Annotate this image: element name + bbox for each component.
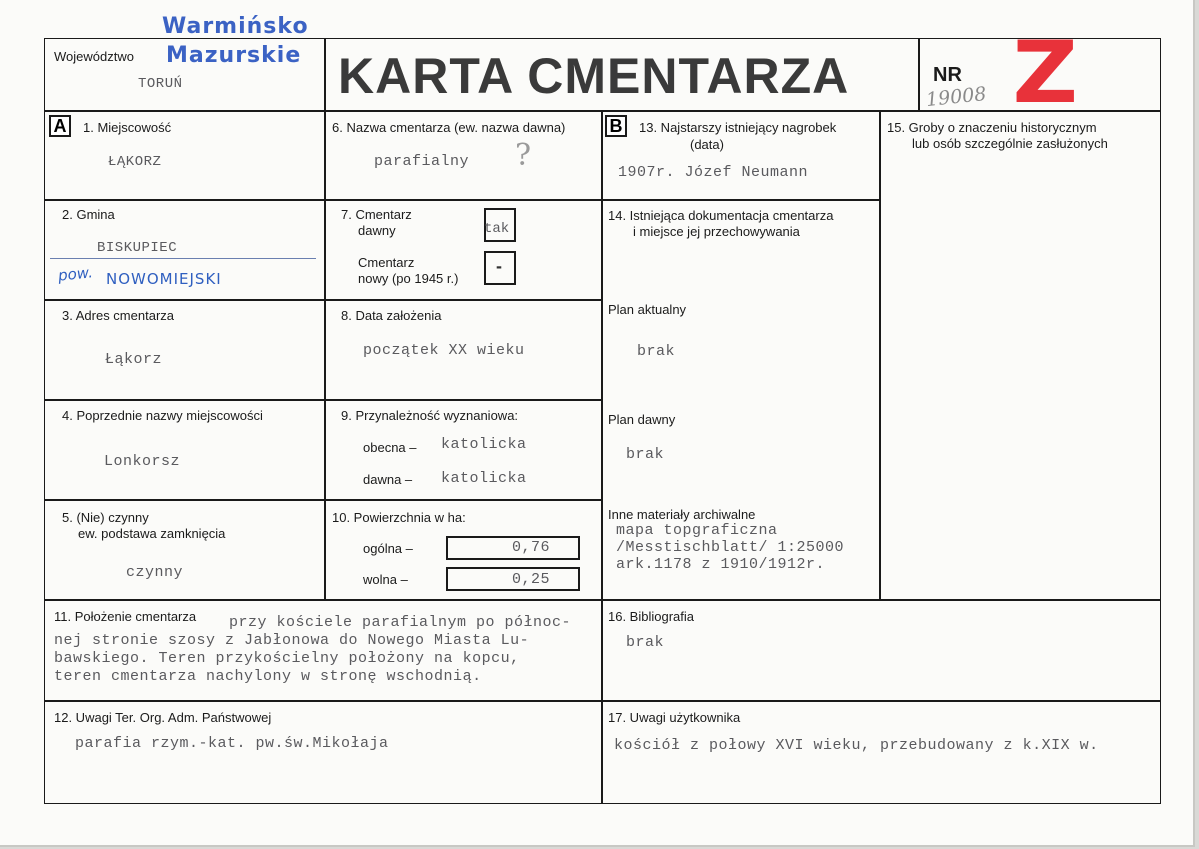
field-16-value: brak xyxy=(626,634,665,651)
field-14-plan-aktualny-value: brak xyxy=(637,343,676,360)
field-6-question-mark: ? xyxy=(515,138,532,173)
field-1-value: ŁĄKORZ xyxy=(108,154,162,170)
field-5-label-2: ew. podstawa zamknięcia xyxy=(78,526,226,541)
wojewodztwo-value: TORUŃ xyxy=(138,76,183,92)
field-3-label: 3. Adres cmentarza xyxy=(62,308,174,323)
field-11-label: 11. Położenie cmentarza xyxy=(54,609,197,624)
field-6-value: parafialny xyxy=(374,153,470,170)
nr-handwritten: 19008 xyxy=(925,82,988,112)
field-14-inne-line-1: mapa topgraficzna xyxy=(616,522,778,539)
section-b-marker: B xyxy=(605,115,627,137)
field-7-nowy-label-2: nowy (po 1945 r.) xyxy=(358,271,459,286)
field-10-ogolna-label: ogólna – xyxy=(363,541,413,556)
field-10-wolna-value: 0,25 xyxy=(512,571,551,588)
field-4-value: Lonkorsz xyxy=(104,453,181,470)
card-title: KARTA CMENTARZA xyxy=(338,48,850,104)
region-stamp-line1: Warmińsko xyxy=(162,14,309,39)
field-2-pow-value: NOWOMIEJSKI xyxy=(106,270,222,288)
field-3-value: Łąkorz xyxy=(105,351,163,368)
nr-red-mark: Z xyxy=(1012,23,1078,123)
wojewodztwo-label: Województwo xyxy=(54,49,134,64)
field-1-label: 1. Miejscowość xyxy=(83,120,172,135)
field-14-label-2: i miejsce jej przechowywania xyxy=(633,224,800,239)
field-6-label: 6. Nazwa cmentarza (ew. nazwa dawna) xyxy=(332,120,566,135)
section-a-marker: A xyxy=(49,115,71,137)
field-14-label-1: 14. Istniejąca dokumentacja cmentarza xyxy=(608,208,834,223)
field-15-cell xyxy=(879,110,1161,601)
field-14-plan-aktualny-label: Plan aktualny xyxy=(608,302,687,317)
field-2-underline xyxy=(50,258,316,259)
field-11-line-4: teren cmentarza nachylony w stronę wschodnią. xyxy=(54,668,482,685)
field-14-inne-line-3: ark.1178 z 1910/1912r. xyxy=(616,556,826,573)
field-2-value: BISKUPIEC xyxy=(97,240,178,256)
field-16-label: 16. Bibliografia xyxy=(608,609,694,624)
field-2-pow-label: pow. xyxy=(57,263,94,285)
field-12-value: parafia rzym.-kat. pw.św.Mikołaja xyxy=(75,735,389,752)
field-7-dawny-label-2: dawny xyxy=(358,223,396,238)
field-14-plan-dawny-label: Plan dawny xyxy=(608,412,676,427)
field-7-dawny-label-1: 7. Cmentarz xyxy=(341,207,412,222)
field-14-inne-label: Inne materiały archiwalne xyxy=(608,507,756,522)
field-10-wolna-label: wolna – xyxy=(363,572,408,587)
field-7-nowy-checkbox xyxy=(484,251,516,285)
field-10-label: 10. Powierzchnia w ha: xyxy=(332,510,466,525)
field-7-nowy-value: - xyxy=(496,256,502,276)
field-14-inne-line-2: /Messtischblatt/ 1:25000 xyxy=(616,539,845,556)
field-15-label-1: 15. Groby o znaczeniu historycznym xyxy=(887,120,1097,135)
field-10-ogolna-value: 0,76 xyxy=(512,539,551,556)
nr-label: NR xyxy=(933,64,962,86)
field-5-label-1: 5. (Nie) czynny xyxy=(62,510,149,525)
field-2-label: 2. Gmina xyxy=(62,207,115,222)
field-11-line-2: nej stronie szosy z Jabłonowa do Nowego Miasta Lu- xyxy=(54,632,530,649)
field-4-label: 4. Poprzednie nazwy miejscowości xyxy=(62,408,263,423)
field-17-label: 17. Uwagi użytkownika xyxy=(608,710,741,725)
field-13-label-1: 13. Najstarszy istniejący nagrobek xyxy=(639,120,837,135)
field-17-value: kościół z połowy XVI wieku, przebudowany z k.XIX w. xyxy=(614,737,1099,754)
field-11-line-1: przy kościele parafialnym po północ- xyxy=(229,614,572,631)
field-7-dawny-checkbox xyxy=(484,208,516,242)
field-9-label: 9. Przynależność wyznaniowa: xyxy=(341,408,519,423)
field-14-plan-dawny-value: brak xyxy=(626,446,665,463)
field-15-label-2: lub osób szczególnie zasłużonych xyxy=(912,136,1108,151)
field-11-line-3: bawskiego. Teren przykościelny położony na kopcu, xyxy=(54,650,520,667)
field-9-dawna-label: dawna – xyxy=(363,472,413,487)
field-13-label-2: (data) xyxy=(690,137,724,152)
region-stamp-line2: Mazurskie xyxy=(166,43,302,68)
field-9-obecna-label: obecna – xyxy=(363,440,417,455)
field-5-value: czynny xyxy=(126,564,184,581)
field-13-value: 1907r. Józef Neumann xyxy=(618,164,809,181)
field-8-value: początek XX wieku xyxy=(363,342,525,359)
field-7-nowy-label-1: Cmentarz xyxy=(358,255,415,270)
field-9-obecna-value: katolicka xyxy=(441,436,527,453)
field-9-dawna-value: katolicka xyxy=(441,470,527,487)
field-8-label: 8. Data założenia xyxy=(341,308,442,323)
field-7-dawny-value: tak xyxy=(484,221,510,237)
field-12-label: 12. Uwagi Ter. Org. Adm. Państwowej xyxy=(54,710,272,725)
